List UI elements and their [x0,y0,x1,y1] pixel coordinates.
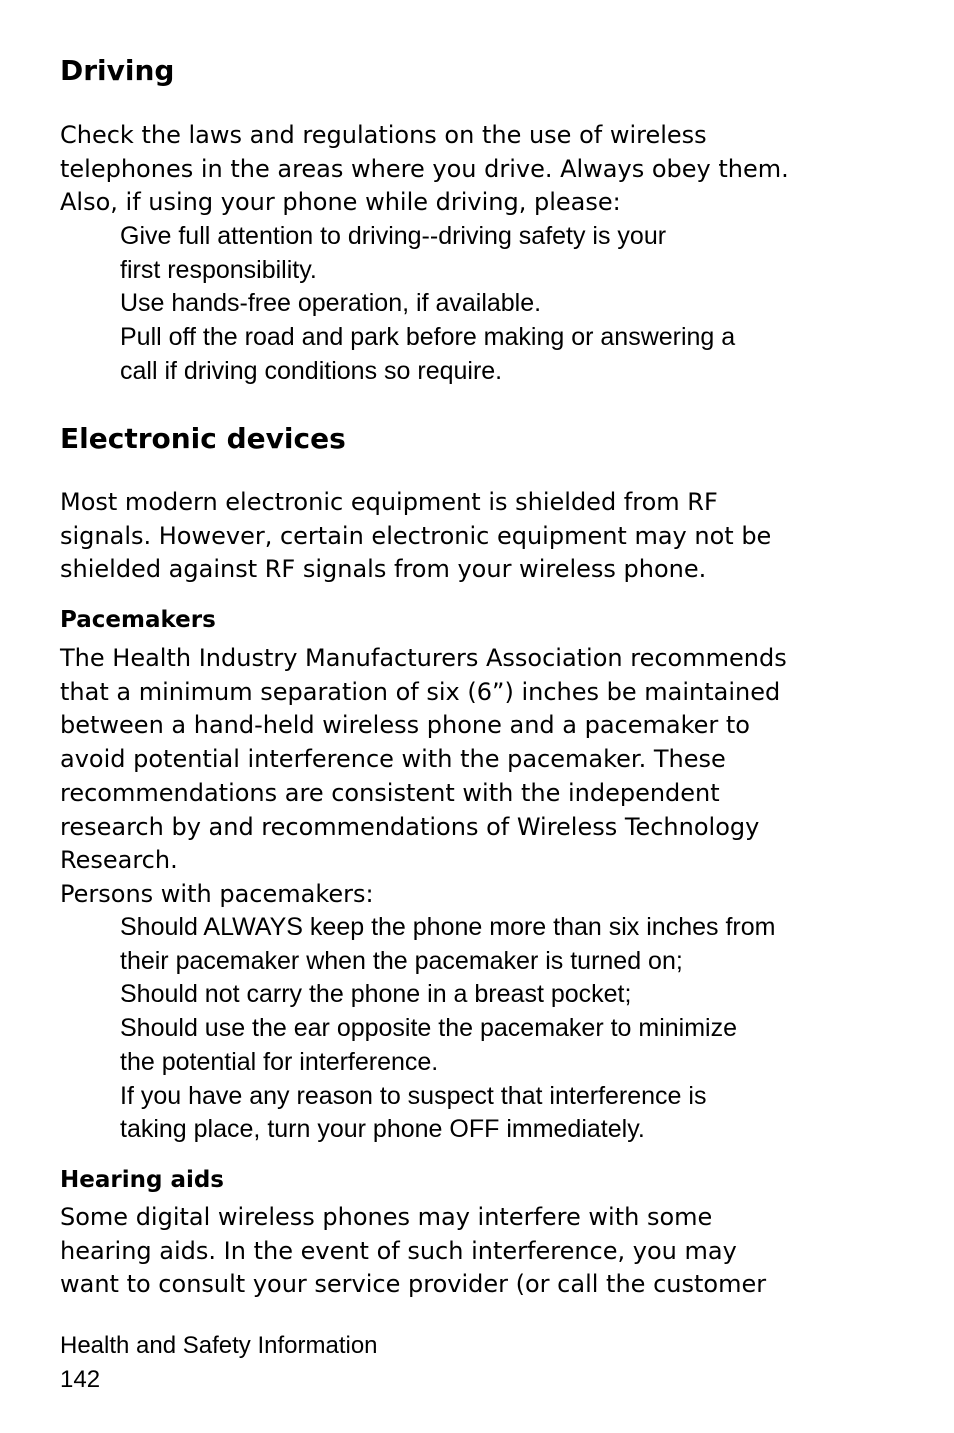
electronic-devices-intro: Most modern electronic equipment is shielded from RF signals. However, certain electronic equipment may not be shielded against RF signals from your wireless phone. [60,488,772,584]
hearing-aids-body: Some digital wireless phones may interfere with some hearing aids. In the event of such interference, you may want to consult your service provider (or call the customer [60,1203,767,1299]
list-item: Use hands-free operation, if available. [120,289,542,318]
pacemakers-heading: Pacemakers [60,607,216,633]
list-item: If you have any reason to suspect that interference is taking place, turn your phone OFF immediately. [120,1081,707,1144]
driving-bullet-list [120,220,920,389]
hearing-aids-heading: Hearing aids [60,1167,224,1193]
pacemakers-bullet-list [120,911,920,1147]
driving-heading: Driving [60,54,175,87]
electronic-devices-heading: Electronic devices [60,422,346,455]
list-item: Should not carry the phone in a breast pocket; [120,980,632,1009]
list-item: Should ALWAYS keep the phone more than six inches from their pacemaker when the pacemaker is turned on; [120,913,776,975]
page-number: 142 [60,1366,101,1393]
footer-section-title: Health and Safety Information [60,1332,378,1359]
pacemakers-body: The Health Industry Manufacturers Association recommends that a minimum separation of six (6”) inches be maintained between a hand-held wireless phone and a pacemaker to avoid potential interference with the pacemaker. These recommendations are consistent with the independent research by and recommendations of Wireless Technology Research. Persons with pacemakers: [60,644,787,908]
driving-intro: Check the laws and regulations on the use of wireless telephones in the areas where you drive. Always obey them. Also, if using your phone while driving, please: [60,121,789,217]
list-item: Give full attention to driving--driving safety is your first responsibility. [120,222,667,284]
list-item: Pull off the road and park before making or answering a call if driving conditions so require. [120,323,736,385]
list-item: Should use the ear opposite the pacemaker to minimize the potential for interference. [120,1014,738,1076]
